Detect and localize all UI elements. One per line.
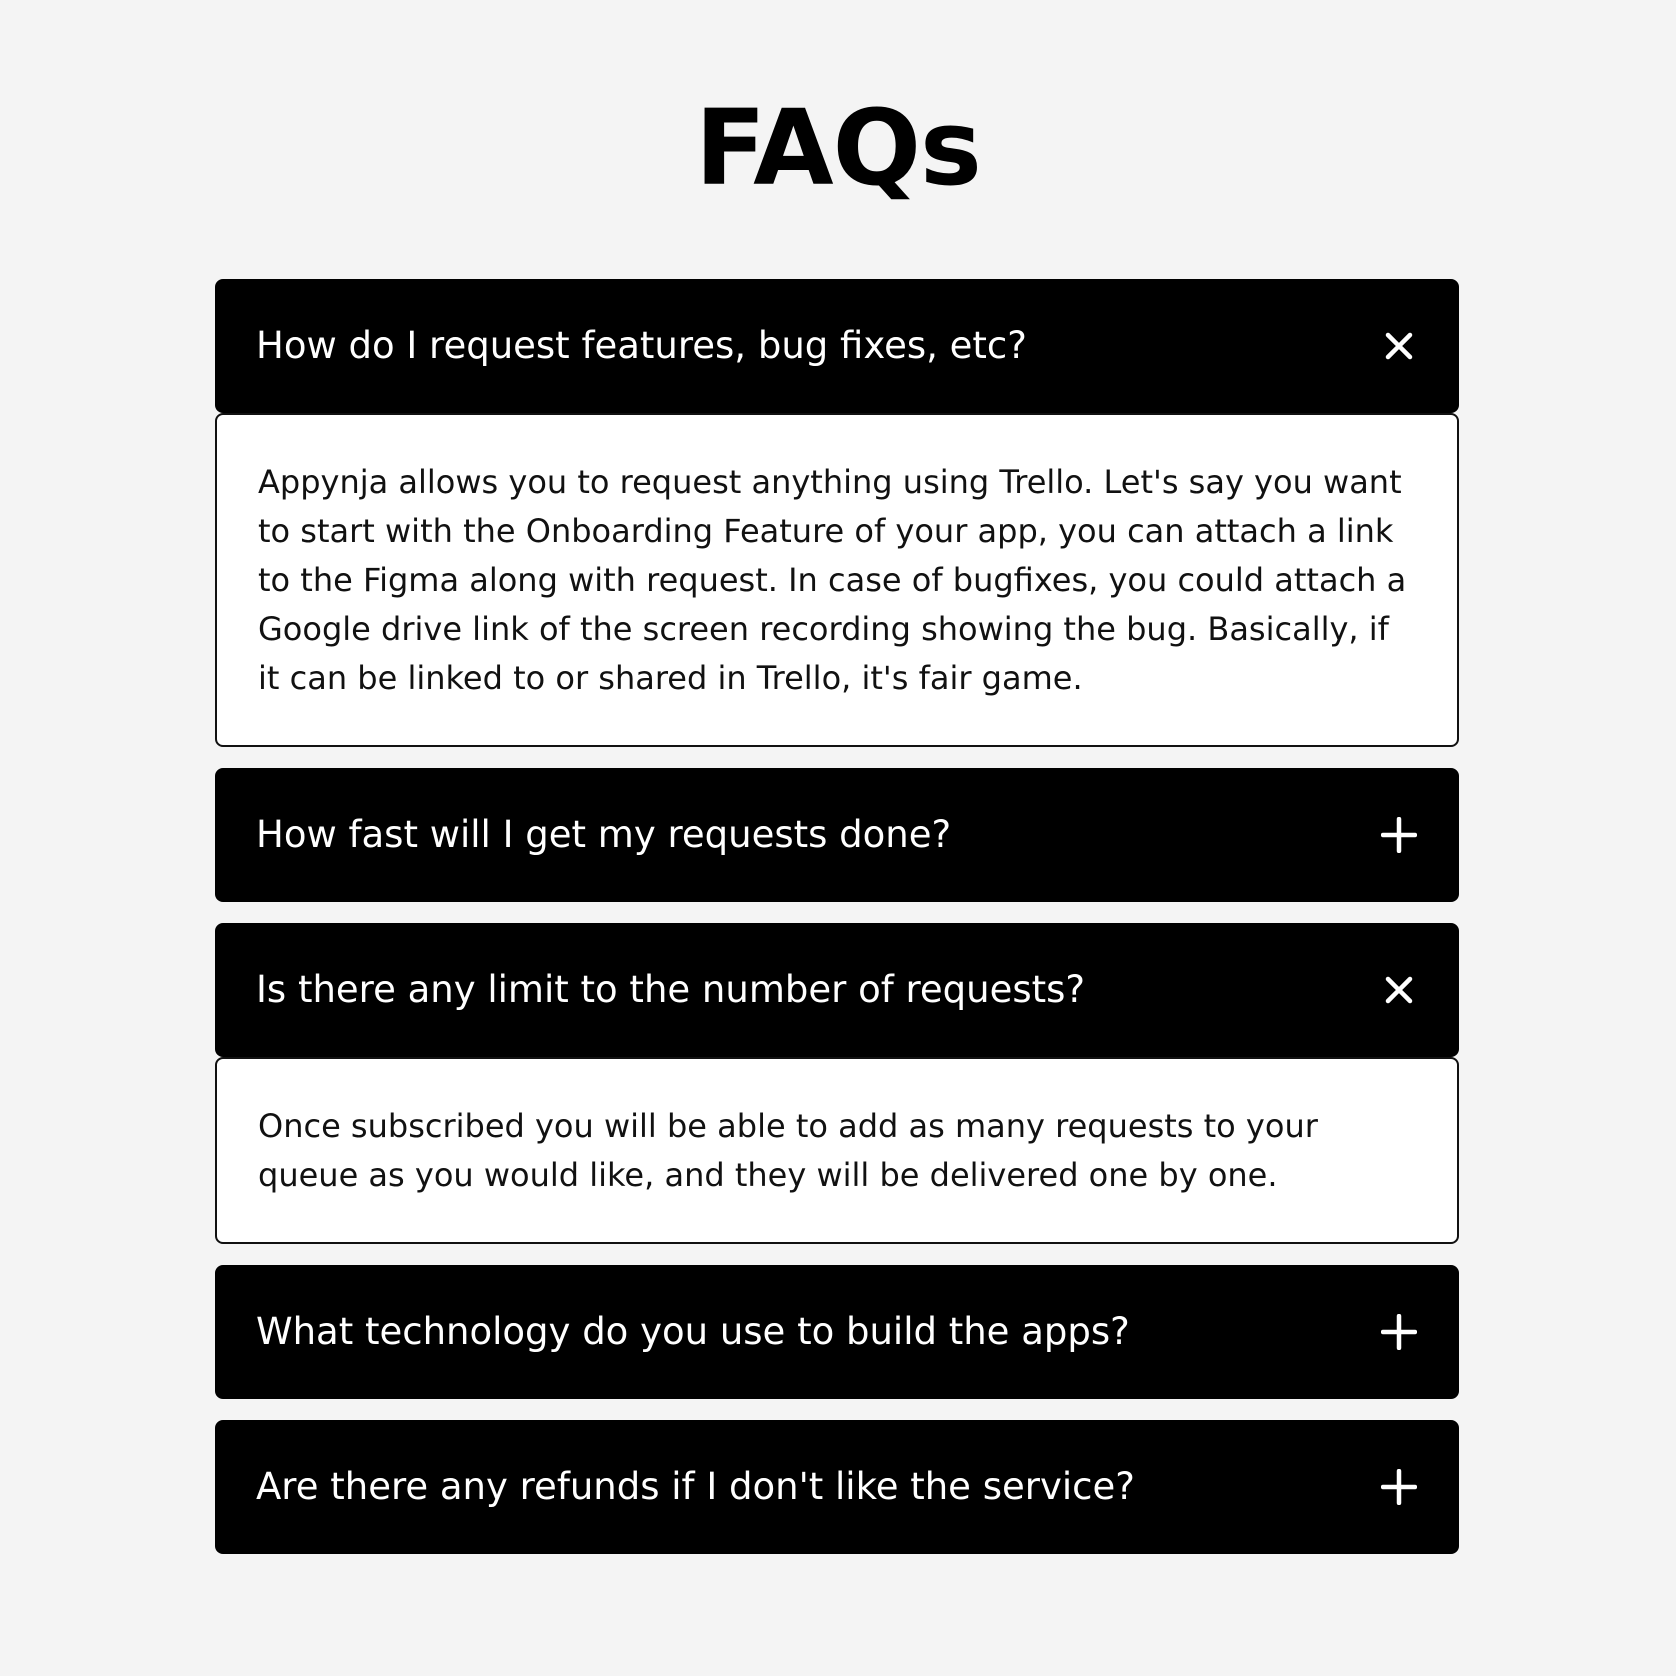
faq-list — [215, 279, 1459, 1575]
faq-question-text: How fast will I get my requests done? — [256, 813, 952, 856]
faq-item — [215, 1265, 1459, 1399]
faq-item — [215, 768, 1459, 902]
page-title: FAQs — [695, 87, 981, 209]
faq-answer: Appynja allows you to request anything using Trello. Let's say you want to start with the Onboarding Feature of your app, you can attach a link to the Figma along with request. In case of bugfixes, you could attach a Google drive link of the screen recording showing the bug. Basically, if it can be linked to or shared in Trello, it's fair game. — [215, 413, 1459, 747]
faq-question-button[interactable] — [215, 1420, 1459, 1554]
close-icon[interactable] — [1377, 968, 1421, 1012]
faq-question-button[interactable] — [215, 1265, 1459, 1399]
faq-item — [215, 923, 1459, 1244]
faq-question-text: What technology do you use to build the apps? — [256, 1310, 1130, 1353]
faq-item — [215, 1420, 1459, 1554]
faq-question-text: How do I request features, bug fixes, etc? — [256, 324, 1027, 367]
faq-question-button[interactable] — [215, 279, 1459, 413]
faq-question-button[interactable] — [215, 923, 1459, 1057]
plus-icon[interactable] — [1377, 813, 1421, 857]
close-icon[interactable] — [1377, 324, 1421, 368]
plus-icon[interactable] — [1377, 1310, 1421, 1354]
faq-answer: Once subscribed you will be able to add as many requests to your queue as you would like, and they will be delivered one by one. — [215, 1057, 1459, 1244]
faq-item — [215, 279, 1459, 747]
faq-question-text: Are there any refunds if I don't like the service? — [256, 1465, 1135, 1508]
faq-question-button[interactable] — [215, 768, 1459, 902]
faq-question-text: Is there any limit to the number of requests? — [256, 968, 1086, 1011]
plus-icon[interactable] — [1377, 1465, 1421, 1509]
